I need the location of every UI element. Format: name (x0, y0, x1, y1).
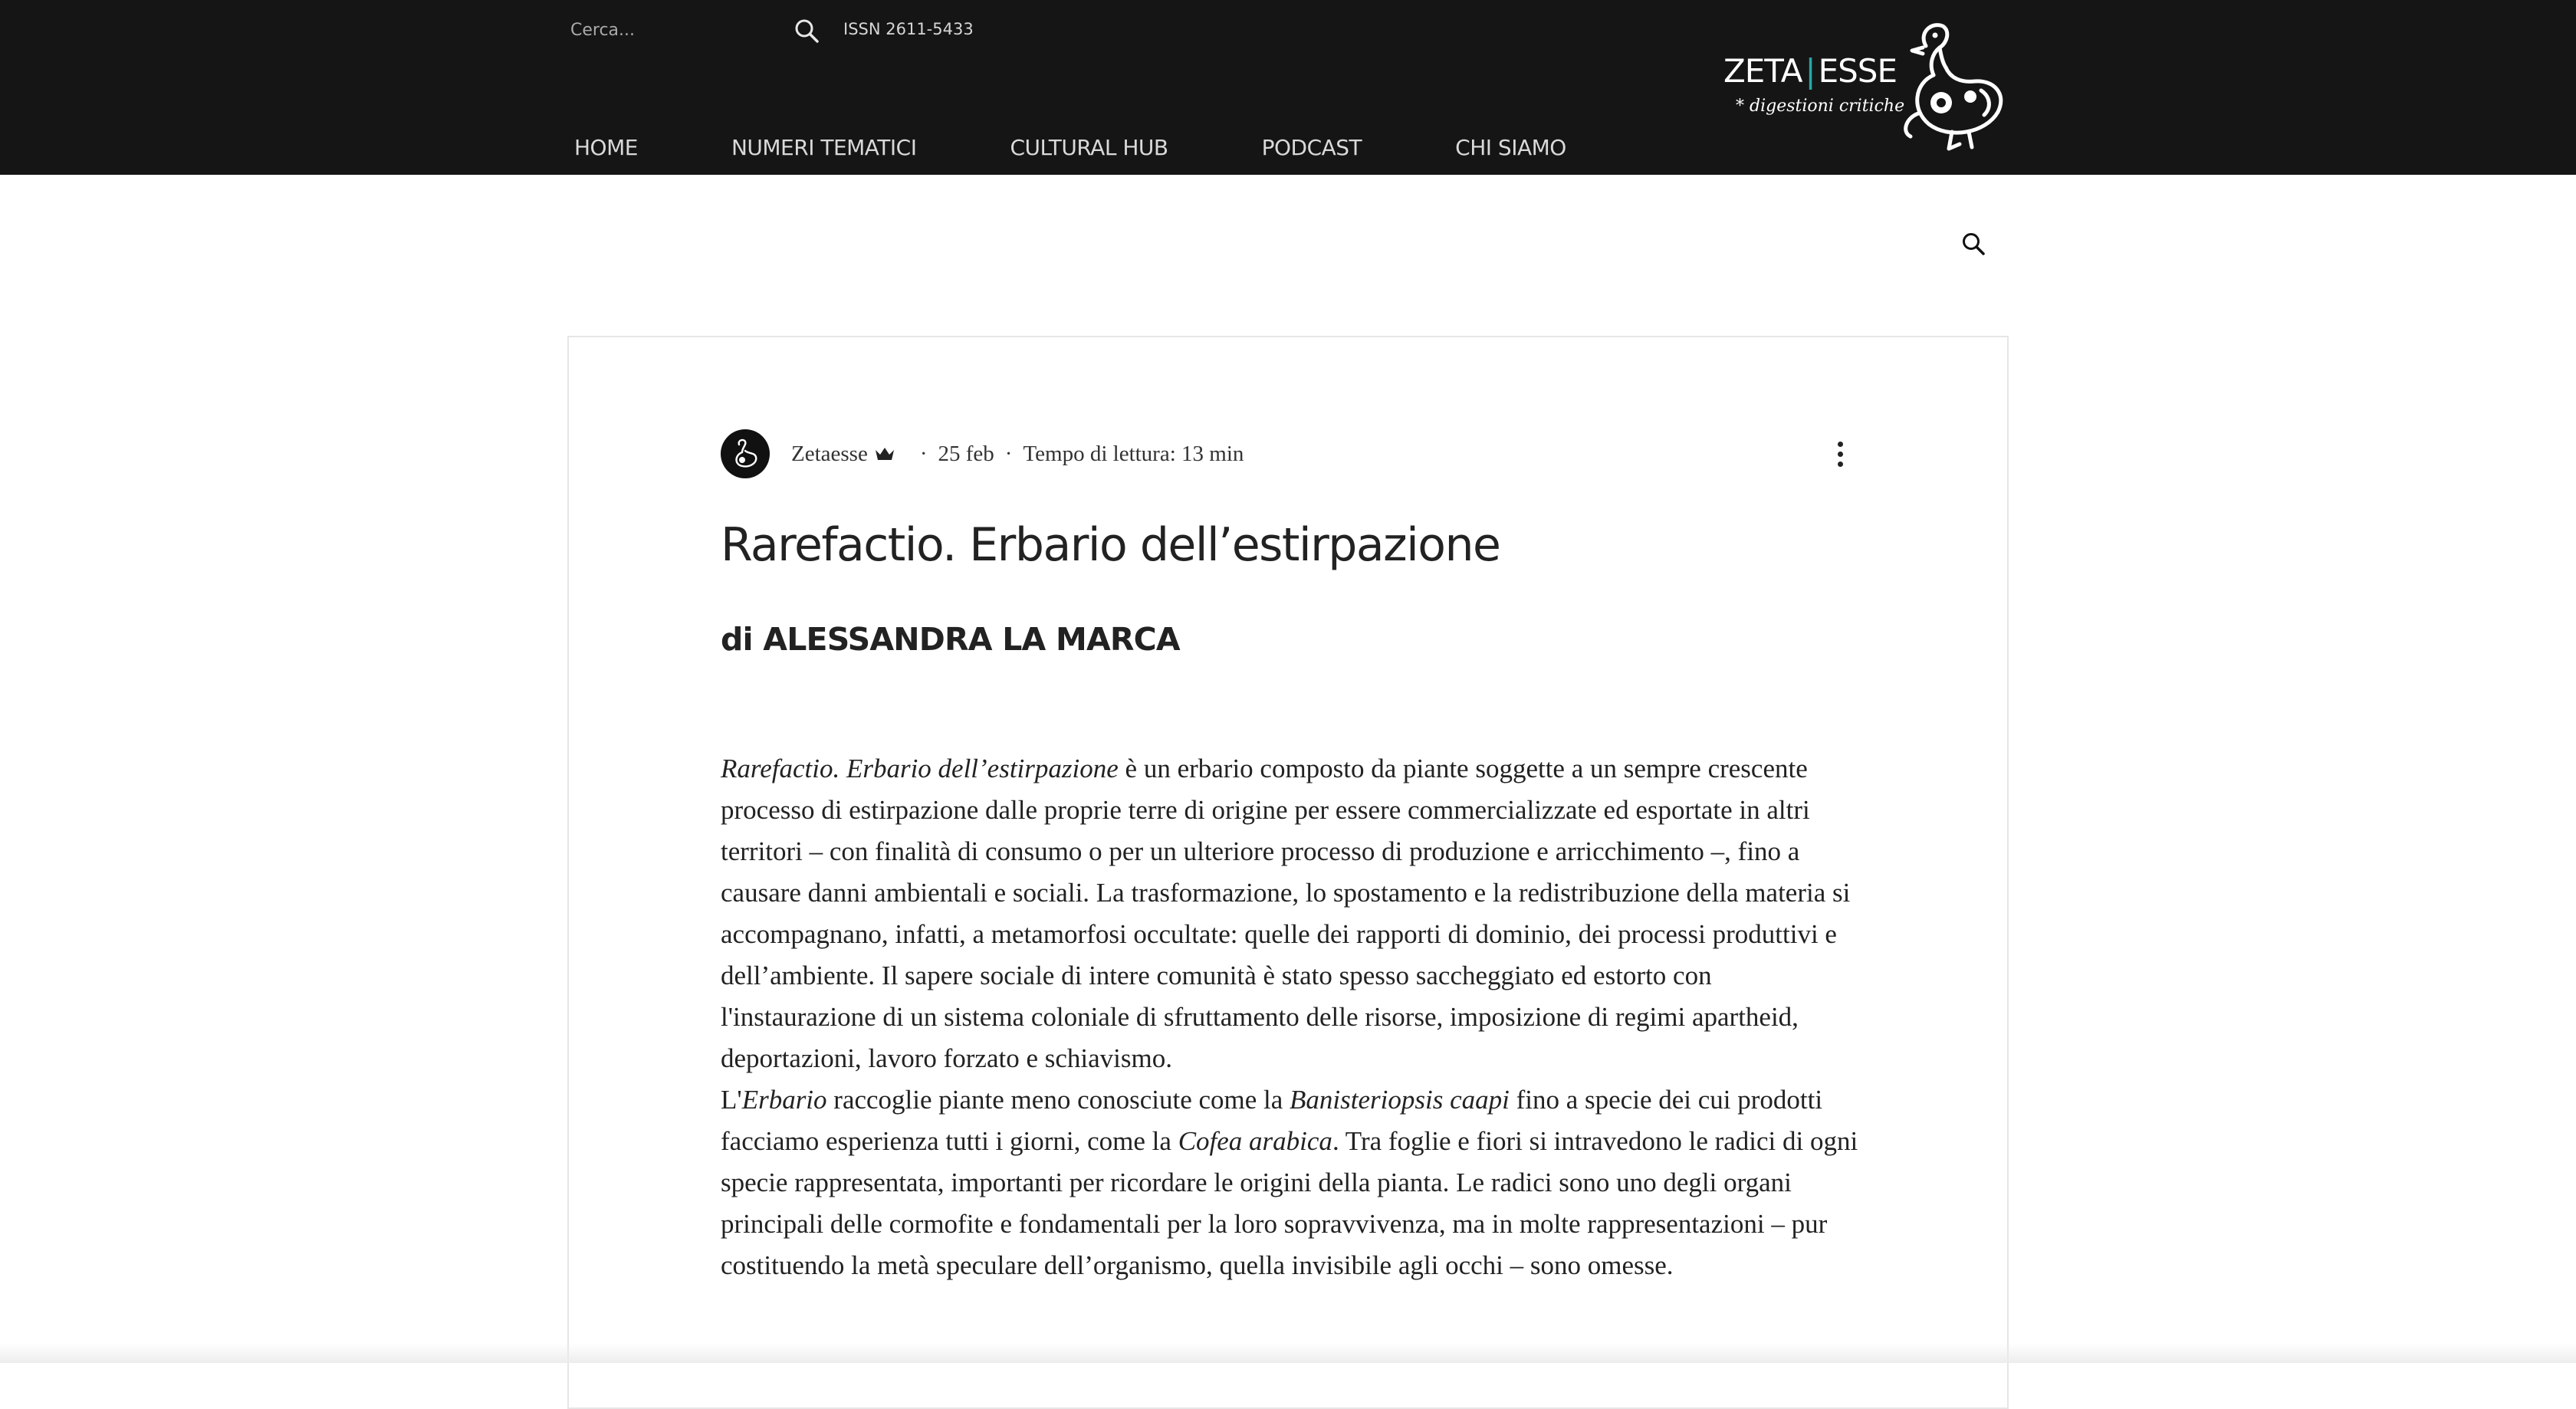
more-dot (1838, 461, 1843, 467)
italic-title: Rarefactio. Erbario dell’estirpazione (721, 754, 1119, 783)
site-search (557, 11, 825, 49)
post-body (721, 748, 1863, 1286)
nav-podcast[interactable]: PODCAST (1261, 135, 1362, 160)
main-nav (557, 127, 1584, 169)
post-meta (721, 429, 1244, 478)
logo-tagline: * digestioni critiche (1736, 97, 1905, 116)
site-header (0, 0, 2576, 175)
nav-chi-siamo[interactable]: CHI SIAMO (1455, 135, 1566, 160)
logo-separator: | (1805, 52, 1815, 90)
post-byline: di ALESSANDRA LA MARCA (721, 621, 1180, 658)
paragraph-text: è un erbario composto da piante soggette a un sempre crescente processo di estirpazione dalle proprie terre di origine per essere commercializzate ed esportate in altri territori – con finalità di consumo o per un ulteriore processo di produzione e arricchimento –, fino a causare danni ambientali e sociali. La trasformazione, lo spostamento e la redistribuzione della materia si accompagnano, infatti, a metamorfosi occultate: quelle dei rapporti di dominio, dei processi produttivi e dell’ambiente. Il sapere sociale di intere comunità è stato spesso saccheggiato ed estorto con l'instaurazione di un sistema coloniale di sfruttamento delle risorse, imposizione di regimi apartheid, deportazioni, lavoro forzato e schiavismo. (721, 754, 1851, 1073)
bird-icon (728, 437, 762, 471)
paragraph (721, 748, 1863, 1079)
paragraph (721, 1079, 1863, 1286)
nav-cultural-hub[interactable]: CULTURAL HUB (1010, 135, 1168, 160)
paragraph-text: raccoglie piante meno conosciute come la (826, 1085, 1290, 1115)
author-link[interactable] (791, 442, 868, 467)
paragraph-text: L' (721, 1085, 742, 1115)
more-dot (1838, 452, 1843, 457)
nav-home[interactable]: HOME (574, 135, 638, 160)
avatar[interactable] (721, 429, 770, 478)
author-name: Zetaesse (791, 441, 868, 466)
more-options-button[interactable] (1828, 434, 1852, 474)
logo-wordmark (1723, 52, 1897, 90)
italic-term: Erbario (741, 1085, 827, 1115)
scroll-shadow (0, 1343, 2576, 1363)
more-vertical-icon (1838, 442, 1843, 447)
logo-word-esse: ESSE (1818, 52, 1897, 90)
site-logo[interactable] (1717, 17, 2009, 155)
reading-time: Tempo di lettura: 13 min (1023, 441, 1244, 466)
crown-icon (874, 445, 895, 462)
search-input[interactable] (557, 11, 771, 49)
logo-word-zeta: ZETA (1723, 52, 1802, 90)
italic-term: Cofea arabica (1178, 1126, 1332, 1156)
post-date: 25 feb (938, 441, 994, 466)
search-icon[interactable] (1957, 227, 1990, 261)
post-title: Rarefactio. Erbario dell’estirpazione (721, 518, 1500, 572)
meta-separator: · (1004, 441, 1013, 466)
paragraph-text: fino a specie dei cui prodotti facciamo esperienza tutti i giorni, come la (721, 1085, 1823, 1156)
italic-term: Banisteriopsis caapi (1290, 1085, 1510, 1115)
nav-numeri-tematici[interactable]: NUMERI TEMATICI (731, 135, 917, 160)
paragraph-text: . Tra foglie e fiori si intravedono le radici di ogni specie rappresentata, importanti per ricordare le origini della pianta. Le radici sono uno degli organi principali delle cormofite e fondamentali per la loro sopravvivenza, ma in molte rappresentazioni – pur costituendo la metà speculare dell’organismo, quella invisibile agli occhi – sono omesse. (721, 1126, 1858, 1280)
issn-label: ISSN 2611-5433 (843, 20, 974, 38)
meta-separator: · (919, 441, 928, 466)
bird-icon (1895, 17, 2009, 155)
search-icon[interactable] (790, 14, 823, 48)
